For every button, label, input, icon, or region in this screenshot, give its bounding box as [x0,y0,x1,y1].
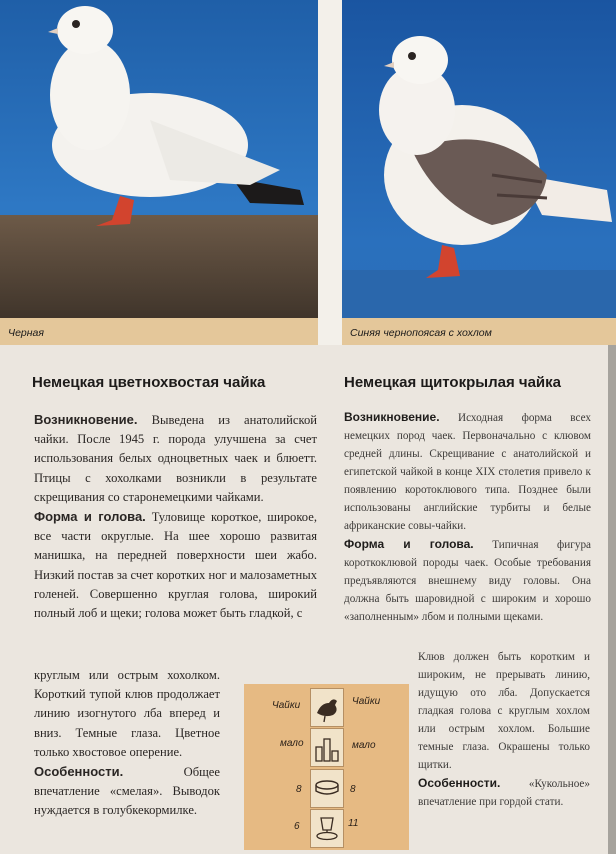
left-features-heading: Особенности. [34,764,124,780]
right-origin-heading: Возникновение. [344,410,440,424]
right-form-heading: Форма и голова. [344,537,474,551]
left-article-body [34,410,317,623]
section-title-right: Немецкая щитокрылая чайка [344,374,561,391]
photo-blue-shield-pigeon [342,0,616,345]
breed-info-box [244,684,409,850]
bar-chart-icon [310,728,344,767]
feeder-icon [310,809,344,848]
left-origin-paragraph [34,410,317,507]
infobox-row3-right: 8 [350,784,356,795]
page-edge [608,345,616,854]
left-form-text-cont: круглым или острым хохолком. Короткий тупой клюв продолжает линию изогнутого лба вперед и вниз. Темные глаза. Цветное только хвостовое оперение. [34,668,220,759]
left-features-text: Общее впечатление «смелая». Выводок нуждается в голубкекормилке. [34,765,220,818]
left-features-paragraph [34,762,220,821]
pigeon-blue-image [342,0,616,345]
section-title-left: Немецкая цветнохвостая чайка [32,374,266,391]
left-form-text: Туловище короткое, широкое, все части округлые. На шее хорошо развитая манишка, на передней поверхности шеи жабо. Низкий постав за счет коротких ног и малозаметных голеней. Совершенно круглая голова, широкий полный лоб и щеки; голова может быть гладкой, с [34,510,318,621]
right-origin-text: Исходная форма всех немецких пород чаек. Первоначально с клювом средней длины. Скрещивание с анатолийской и египетской чайкой в конце XIX столетия привело к появлению коротоклювого типа. Позднее были использованы английские турбиты и белые африканские совы-чайки. [344,412,591,532]
left-article-body-narrow [34,666,220,821]
right-features-heading: Особенности. [418,776,501,790]
pigeon-silhouette-icon [310,688,344,727]
infobox-row2-left: мало [280,738,304,749]
infobox-row2-right: мало [352,740,376,751]
photo-black-pigeon [0,0,318,345]
left-form-paragraph [34,507,317,623]
right-form-text-cont: Клюв должен быть коротким и широким, не прерывать линию, идущую ото лба. Допускается гладкая голова с круглым хохлом или острым хохлом. Большие темные глаза. Окрашены только щитки. [418,651,590,771]
left-form-heading: Форма и голова. [34,509,146,525]
right-features-text: «Кукольное» впечатление при гордой стати. [418,778,590,808]
infobox-left-header: Чайки [272,700,301,711]
infobox-row4-right: 11 [348,818,359,829]
infobox-right-header: Чайки [352,696,381,707]
right-form-text: Типичная фигура короткоклювой породы чаек. Особые требования предъявляются внешнему виду головы. Она должна быть шаровидной с широким и хорошо «заполненным» лбом и полными щеками. [344,539,592,623]
right-article-body [344,408,591,626]
infobox-row4-left: 6 [294,821,300,832]
photo-caption-right: Синяя чернопоясая с хохлом [350,327,492,339]
leg-ring-icon [310,769,344,808]
pigeon-black-image [0,0,318,345]
page-gutter [318,0,342,345]
right-form-paragraph [344,535,591,626]
right-features-paragraph [418,774,590,811]
infobox-row3-left: 8 [296,784,302,795]
photo-caption-left: Черная [8,327,44,339]
left-origin-text: Выведена из анатолийской чайки. После 1945 г. порода улучшена за счет использования белых одноцветных чаек и блюетт. Птицы с хохолками возникли в результате скрещивания со старонемецкими чайками. [34,413,317,504]
right-article-body-narrow [418,648,590,811]
left-origin-heading: Возникновение. [34,412,138,427]
right-origin-paragraph [344,408,591,535]
